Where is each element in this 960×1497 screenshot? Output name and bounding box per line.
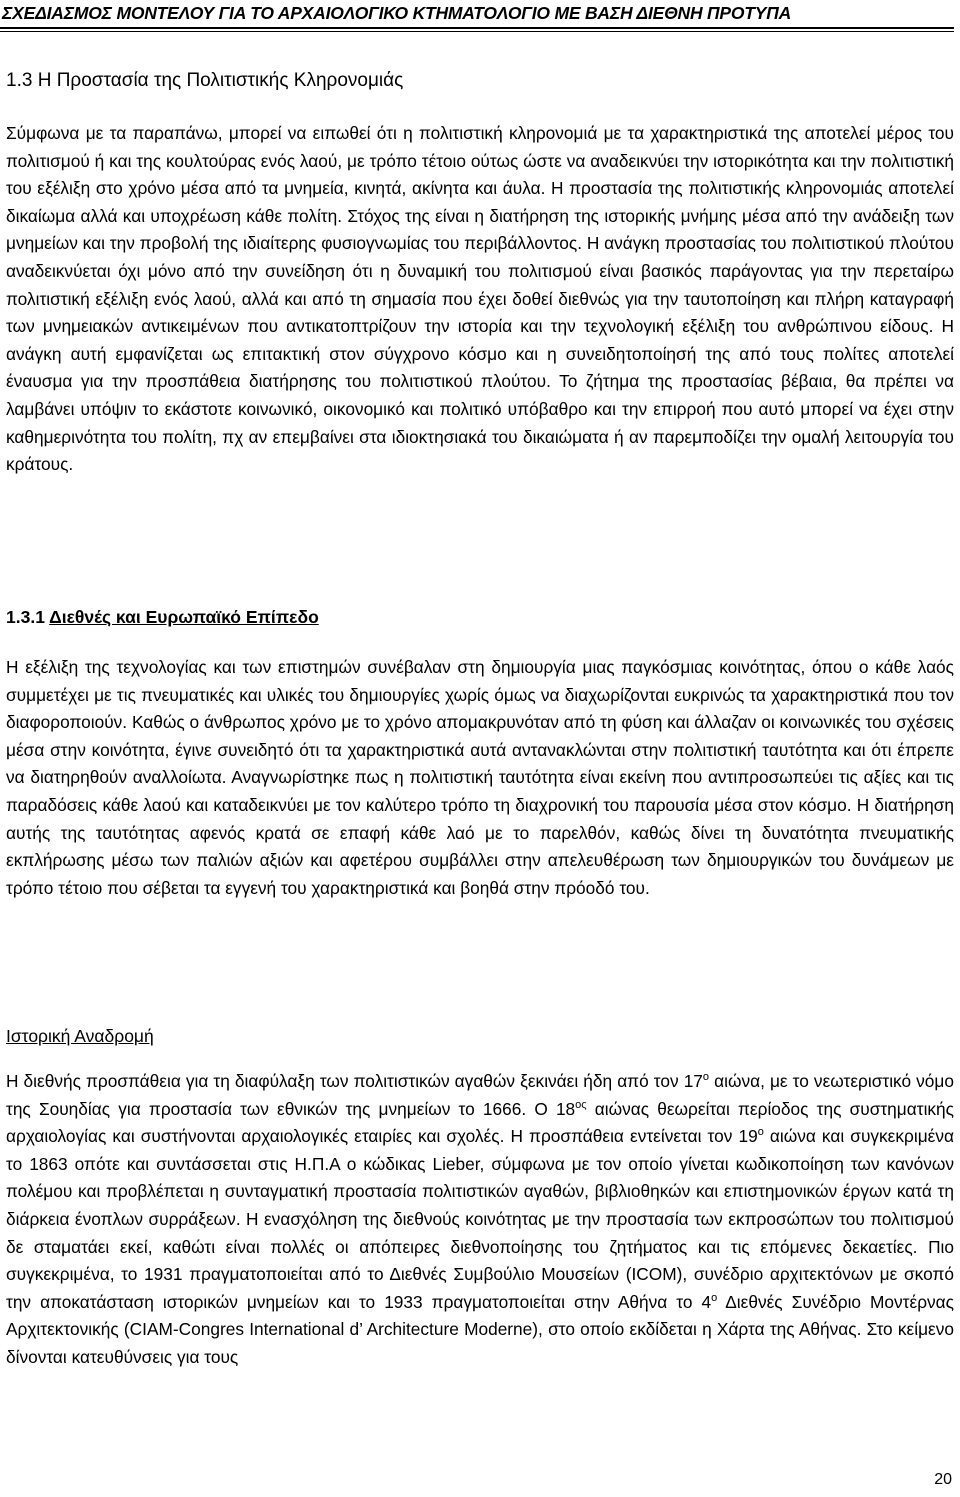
- subsection-title-text: Διεθνές και Ευρωπαϊκό Επίπεδο: [49, 607, 319, 627]
- ordinal-superscript: ος: [575, 1098, 587, 1111]
- history-text-4: αιώνα και συγκεκριμένα το 1863 οπότε και συντάσσεται στις Η.Π.Α ο κώδικας Lieber, σύμφωνα με τον οποίο γίνεται κωδικοποίηση των κανόνων πολέμου και προβλέπεται η συνταγματική προστασία πολιτιστικών αγαθών, βιβλιοθηκών και επιστημονικών έργων κατά τη διάρκεια ένοπλων συρράξεων. Η ενασχόληση της διεθνούς κοινότητας με την προστασία των εκπροσώπων του πολιτισμού δε σταματάει εκεί, καθώτι είναι πολλές οι απόπειρες διεθνοποίησης του ζητήματος και τις επόμενες δεκαετίες. Πιο συγκεκριμένα, το 1931 πραγματοποιείται από το Διεθνές Συμβούλιο Μουσείων (ICOM), συνέδριο αρχιτεκτόνων με σκοπό την αποκατάσταση ιστορικών μνημείων και το 1933 πραγματοποιείται στην Αθήνα το 4: [6, 1126, 954, 1312]
- page-number: 20: [934, 1471, 952, 1488]
- running-header: ΣΧΕΔΙΑΣΜΟΣ ΜΟΝΤΕΛΟΥ ΓΙΑ ΤΟ ΑΡΧΑΙΟΛΟΓΙΚΟ ΚΤΗΜΑΤΟΛΟΓΙΟ ΜΕ ΒΑΣΗ ΔΙΕΘΝΗ ΠΡΟΤΥΠΑ: [2, 3, 792, 23]
- subsection-paragraph: Η εξέλιξη της τεχνολογίας και των επιστημών συνέβαλαν στη δημιουργία μιας παγκόσμιας κοινότητας, όπου ο κάθε λαός συμμετέχει με τις πνευματικές και υλικές του δημιουργίες χωρίς όμως να διαχωρίζονται ευκρινώς τα χαρακτηριστικά που τον διαφοροποιούν. Καθώς ο άνθρωπος χρόνο με το χρόνο απομακρυνόταν από τη φύση και άλλαζαν οι κοινωνικές του σχέσεις μέσα στην κοινότητα, έγινε συνειδητό ότι τα χαρακτηριστικά αυτά αντανακλώνται στην πολιτιστική ταυτότητα και ότι έπρεπε να διατηρηθούν αναλλοίωτα. Αναγνωρίστηκε πως η πολιτιστική ταυτότητα είναι εκείνη που αντιπροσωπεύει τις αξίες και τις παραδόσεις κάθε λαού και καταδεικνύει με τον καλύτερο τρόπο τη διαχρονική του παρουσία μέσα στον κόσμο. Η διατήρηση αυτής της ταυτότητας αφενός κρατά σε επαφή κάθε λαό με το παρελθόν, καθώς δίνει τη δυνατότητα πνευματικής εκπλήρωσης μέσω των παλιών αξιών και αφετέρου συμβάλλει στην απελευθέρωση των δημιουργικών του δυνάμεων με τρόπο τέτοιο που σέβεται τα εγγενή του χαρακτηριστικά και βοηθά στην πρόοδό του.: [6, 657, 954, 898]
- ordinal-superscript: ο: [711, 1291, 718, 1304]
- history-paragraph: [6, 1068, 954, 1372]
- subsection-title: [6, 605, 319, 629]
- section-title: 1.3 Η Προστασία της Πολιτιστικής Κληρονομιάς: [6, 70, 404, 91]
- history-text-2: αιώνα, με το νεωτεριστικό νόμο της Σουηδίας για προστασία των εθνικών της μνημείων το 1666. Ο 18: [6, 1071, 954, 1119]
- ordinal-superscript: ο: [757, 1126, 764, 1139]
- history-text-3: αιώνας θεωρείται περίοδος της συστηματικής αρχαιολογίας και συστήνονται αρχαιολογικές εταιρίες και σχολές. Η προσπάθεια εντείνεται τον 19: [6, 1098, 954, 1147]
- history-heading: Ιστορική Αναδρομή: [6, 1026, 154, 1046]
- history-text-5: Διεθνές Συνέδριο Μοντέρνας Αρχιτεκτονικής (CIAM-Congres International d’ Architecture Moderne), στο οποίο εκδίδεται η Χάρτα της Αθήνας. Στο κείμενο δίνονται κατευθύνσεις για τους: [6, 1291, 955, 1367]
- section-paragraph: Σύμφωνα με τα παραπάνω, μπορεί να ειπωθεί ότι η πολιτιστική κληρονομιά με τα χαρακτηριστικά της αποτελεί μέρος του πολιτισμού ή και της κουλτούρας ενός λαού, με τρόπο τέτοιο ούτως ώστε να αναδεικνύει την ιστορικότητα και την πολιτιστική του εξέλιξη στο χρόνο μέσα από τα μνημεία, κινητά, ακίνητα και άυλα. Η προστασία της πολιτιστικής κληρονομιάς αποτελεί δικαίωμα αλλά και υποχρέωση κάθε πολίτη. Στόχος της είναι η διατήρηση της ιστορικής μνήμης μέσα από την ανάδειξη των μνημείων και την προβολή της ιδιαίτερης φυσιογνωμίας του περιβάλλοντος. Η ανάγκη προστασίας του πολιτιστικού πλούτου αναδεικνύεται όχι μόνο από την συνείδηση ότι η δυναμική του πολιτισμού είναι βασικός παράγοντας για την περεταίρω πολιτιστική εξέλιξη ενός λαού, αλλά και από τη σημασία που έχει δοθεί διεθνώς για την ταυτοποίηση και πλήρη καταγραφή των μνημειακών αντικειμένων που αντικατοπτρίζουν την ιστορία και την τεχνολογική εξέλιξη του ανθρώπινου είδους. Η ανάγκη αυτή εμφανίζεται ως επιτακτική στον σύγχρονο κόσμο και η συνειδητοποίησή της από τους πολίτες αποτελεί έναυσμα για την προσπάθεια διατήρησης του πολιτιστικού πλούτου. Το ζήτημα της προστασίας βέβαια, θα πρέπει να λαμβάνει υπόψιν το εκάστοτε κοινωνικό, οικονομικό και πολιτικό υπόβαθρο και την επιρροή που αυτό μπορεί να έχει στην καθημερινότητα του πολίτη, πχ αν επεμβαίνει στα ιδιοκτησιακά του δικαιώματα ή αν παρεμποδίζει την ομαλή λειτουργία του κράτους.: [6, 123, 954, 475]
- subsection-number: 1.3.1: [6, 607, 50, 627]
- history-text-1: Η διεθνής προσπάθεια για τη διαφύλαξη των πολιτιστικών αγαθών ξεκινάει ήδη από τον 17: [6, 1071, 703, 1091]
- ordinal-superscript: ο: [702, 1071, 710, 1083]
- header-divider: [0, 27, 954, 32]
